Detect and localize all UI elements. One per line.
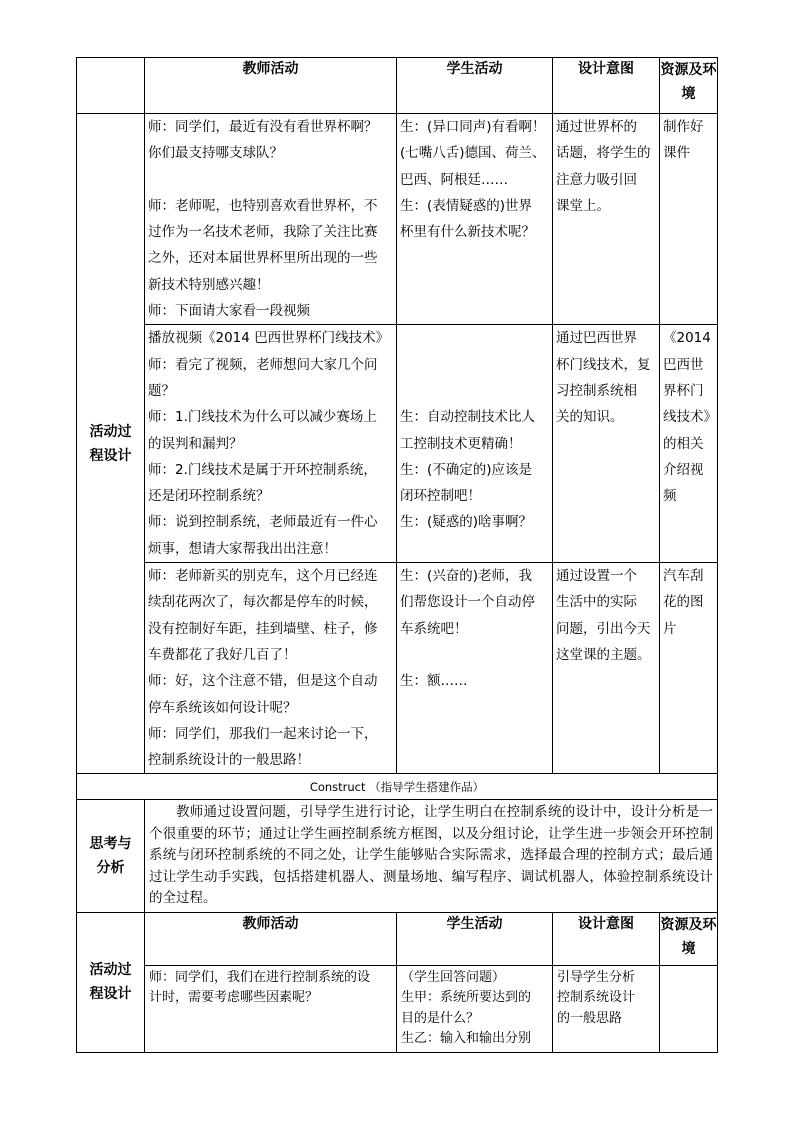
- text-line: 生：额……: [400, 673, 468, 690]
- text-line: 的相关: [663, 435, 704, 452]
- text-line: 师：看完了视频，老师想问大家几个问: [148, 356, 378, 373]
- text-line: 生：(疑惑的)啥事啊？: [400, 514, 533, 531]
- intent-cell-3: [553, 563, 660, 774]
- teacher-cell-4: [145, 965, 397, 1052]
- student-cell-2: [397, 325, 553, 563]
- text-line: 制作好: [663, 119, 704, 135]
- header-row: [77, 58, 718, 114]
- text-line: 生乙：输入和输出分别: [401, 1031, 532, 1047]
- think-row: [77, 800, 718, 913]
- text-line: 还是闭环控制系统？: [148, 488, 270, 505]
- blank-line: [400, 642, 549, 668]
- header-teacher: 教师活动: [145, 58, 397, 114]
- text-line: 的误判和漏判？: [148, 435, 243, 452]
- text-line: 题？: [148, 382, 175, 399]
- intent-cell-4: [553, 965, 660, 1052]
- construct-title: Construct （指导学生搭建作品）: [77, 774, 718, 800]
- text-line: 新技术特别感兴趣！: [148, 276, 270, 293]
- resource-cell-2: [660, 325, 718, 563]
- text-line: 通过世界杯的: [556, 119, 637, 135]
- resource-cell-3: [660, 563, 718, 774]
- blank-line: [400, 325, 549, 351]
- text-line: 汽车刮: [663, 568, 704, 585]
- text-line: 计时，需要考虑哪些因素呢？: [149, 990, 319, 1006]
- text-line: 关的知识。: [556, 409, 624, 426]
- text-line: 没有控制好车距，挂到墙壁、柱子，修: [148, 620, 378, 637]
- header-resource: 资源及环境: [660, 58, 718, 114]
- resource-cell-1: [660, 114, 718, 325]
- intent-cell-1: [553, 114, 660, 325]
- header-intent-2: 设计意图: [553, 912, 660, 965]
- think-text: 教师通过设置问题，引导学生进行讨论，让学生明白在控制系统的设计中，设计分析是一个很重要的环节；通过让学生画控制系统方框图，以及分组讨论，让学生进一步领会开环控制系统与闭环控制系统的不同之处，让学生能够贴合实际需求，选择最合理的控制方式；最后通过让学生动手实践，包括搭建机器人、测量场地、编写程序、调试机器人，体验控制系统设计的全过程。: [145, 800, 718, 913]
- text-line: 通过巴西世界: [556, 330, 637, 347]
- text-line: 课件: [663, 145, 690, 162]
- text-line: 这堂课的主题。: [556, 646, 651, 663]
- text-line: 巴西世: [663, 356, 704, 373]
- header-teacher-2: 教师活动: [145, 912, 397, 965]
- text-line: 过作为一名技术老师，我除了关注比赛: [148, 224, 378, 241]
- student-cell-4: [397, 965, 553, 1052]
- text-line: 生：自动控制技术比人: [400, 409, 535, 426]
- text-line: 你们最支持哪支球队？: [148, 145, 283, 162]
- text-line: 师：2.门线技术是属于开环控制系统，: [148, 461, 377, 478]
- text-line: 工控制技术更精确！: [400, 435, 522, 452]
- text-line: 界杯门: [663, 382, 704, 399]
- text-line: 的一般思路: [557, 1010, 623, 1026]
- text-line: 话题，将学生的: [556, 145, 651, 162]
- text-line: 《2014: [663, 330, 711, 347]
- header-intent: 设计意图: [553, 58, 660, 114]
- text-line: 生：(表情疑惑的)世界: [400, 197, 533, 214]
- text-line: 介绍视: [663, 461, 704, 478]
- text-line: 频: [663, 488, 677, 505]
- student-cell-3: [397, 563, 553, 774]
- text-line: 车费都花了我好几百了！: [148, 646, 297, 663]
- think-label: 思考与分析: [77, 800, 145, 913]
- text-line: 花的图: [663, 594, 704, 611]
- text-line: 师：老师呢，也特别喜欢看世界杯，不: [148, 197, 378, 214]
- text-line: （学生回答问题）: [401, 969, 506, 985]
- text-line: 闭环控制吧！: [400, 488, 481, 505]
- text-line: (七嘴八舌)德国、荷兰、: [400, 145, 546, 162]
- activity-row-1: [77, 114, 718, 325]
- construct-row: [77, 774, 718, 800]
- text-line: 杯门线技术，复: [556, 356, 651, 373]
- text-line: 生甲：系统所要达到的: [401, 990, 532, 1006]
- teacher-cell-2: [145, 325, 397, 563]
- text-line: 生：(兴奋的)老师，我: [400, 568, 533, 585]
- resource-cell-4: [660, 965, 718, 1052]
- text-line: 控制系统设计: [557, 990, 636, 1006]
- header-resource-2: 资源及环境: [660, 912, 718, 965]
- intent-cell-2: [553, 325, 660, 563]
- text-line: 师：下面请大家看一段视频: [148, 303, 310, 320]
- text-line: 片: [663, 620, 677, 637]
- text-line: 生：(异口同声)有看啊！: [400, 119, 546, 135]
- text-line: 师：1.门线技术为什么可以减少赛场上: [148, 409, 377, 426]
- section-label-2: 活动过程设计: [77, 912, 145, 1052]
- text-line: 之外，还对本届世界杯里所出现的一些: [148, 250, 378, 267]
- header-student-2: 学生活动: [397, 912, 553, 965]
- text-line: 注意力吸引回: [556, 171, 637, 188]
- text-line: 控制系统设计的一般思路！: [148, 752, 310, 769]
- text-line: 师：说到控制系统，老师最近有一件心: [148, 514, 378, 531]
- text-line: 师：好，这个注意不错，但是这个自动: [148, 673, 378, 690]
- text-line: 生活中的实际: [556, 594, 637, 611]
- text-line: 续刮花两次了，每次都是停车的时候，: [148, 594, 378, 611]
- teacher-cell-1: [145, 114, 397, 325]
- text-line: 习控制系统相: [556, 382, 637, 399]
- blank-line: [148, 167, 393, 193]
- text-line: 课堂上。: [556, 197, 610, 214]
- text-line: 通过设置一个: [556, 568, 637, 585]
- text-line: 停车系统该如何设计呢？: [148, 699, 297, 716]
- text-line: 烦事，想请大家帮我出出注意！: [148, 540, 337, 557]
- text-line: 师：同学们，最近有没有看世界杯啊？: [148, 119, 378, 135]
- teacher-cell-3: [145, 563, 397, 774]
- text-line: 巴西、阿根廷……: [400, 171, 508, 188]
- section-label: 活动过程设计: [77, 114, 145, 774]
- text-line: 引导学生分析: [557, 969, 636, 985]
- header-row-2: [77, 912, 718, 965]
- activity-row-2: [77, 325, 718, 563]
- activity-row-3: [77, 563, 718, 774]
- text-line: 问题，引出今天: [556, 620, 651, 637]
- blank-line: [400, 378, 549, 404]
- text-line: 车系统吧！: [400, 620, 468, 637]
- text-line: 目的是什么？: [401, 1010, 480, 1026]
- text-line: 杯里有什么新技术呢？: [400, 224, 535, 241]
- text-line: 师：同学们，我们在进行控制系统的设: [149, 969, 371, 985]
- text-line: 生：(不确定的)应该是: [400, 461, 533, 478]
- text-line: 线技术》: [663, 409, 717, 426]
- lesson-plan-table: [76, 57, 718, 1053]
- text-line: 们帮您设计一个自动停: [400, 594, 535, 611]
- header-student: 学生活动: [397, 58, 553, 114]
- header-blank-cell: [77, 58, 145, 114]
- text-line: 师：同学们，那我们一起来讨论一下，: [148, 725, 378, 742]
- text-line: 师：老师新买的别克车，这个月已经连: [148, 568, 378, 585]
- text-line: 播放视频《2014 巴西世界杯门线技术》: [148, 330, 390, 347]
- blank-line: [400, 352, 549, 378]
- student-cell-1: [397, 114, 553, 325]
- activity-row-4: [77, 965, 718, 1052]
